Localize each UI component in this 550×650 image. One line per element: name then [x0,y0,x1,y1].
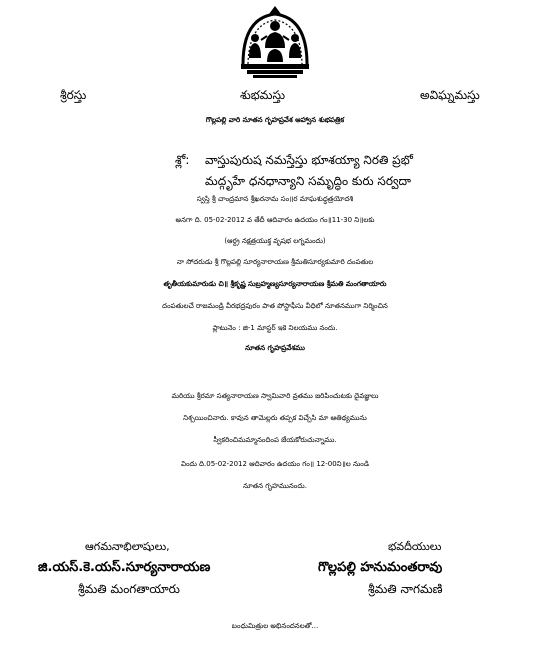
body-line: నా సోదరుడు శ్రీ గొల్లపల్లి సూర్యనారాయణ శ్రీమతిసూర్యకుమారి దంపతుల [176,258,374,266]
event-heading: నూతన గృహప్రవేశము [245,344,305,352]
feast-line: నూతన గృహమునందు. [243,482,307,490]
date-line-1: స్వస్తి శ్రీ చాంద్రమాన శ్రీఖరనామ సం॥ర మాఘశుద్ధత్రయోదశి [196,195,354,203]
feast-line: విందు ది.05-02-2012 ఆదివారం ఉదయం గం॥ 12-00ని॥ల నుండి [180,460,370,468]
blessing-right: అవిఘ్నమస్తు [420,88,480,102]
date-line-2: అనగా ది. 05-02-2012 వ తేదీ ఆదివారం ఉదయం గం॥11-30 ని॥లకు [175,216,375,224]
blessing-left: శ్రీరస్తు [60,88,87,102]
vratham-line: మరియు శ్రీరమా సత్యనారాయణ స్వామివారి వ్రతము జరిపించుటకు దైవజ్ఞులు [171,392,379,400]
body-line: ప్లాటునెం : జి-1 మాస్టర్ ఇకె నిలయము నందు. [212,324,338,332]
sloka-line-1: వాస్తుపురుష నమస్తేస్తు భూశయ్యా నిరతి ప్రభో [205,153,413,167]
guests-label: ఆగమనాభిలాషులు, [85,540,170,553]
sloka-line-2: మద్గృహే ధనధాన్యాని సమృద్ధిం కురు సర్వదా [205,174,411,188]
body-line: దంపతులచే రాజమండ్రి వీరభద్రపురం పాత పోస్టాఫీసు వీధిలో నూతనముగా నిర్మించిన [162,302,388,310]
footer-text: బంధుమిత్రుల అభినందనలతో... [231,622,319,630]
body-line: తృతీయకుమారుడు చి॥ శ్రీకృష్ణ సుబ్రహ్మణ్యసూర్యనారాయణ శ్రీమతి మంగతాయారు [163,280,387,288]
deity-emblem-icon [237,4,313,80]
vratham-line: స్వీకరించిమమ్మానందింప జేయకోరుచున్నాము. [213,436,337,444]
hosts-spouse: శ్రీమతి నాగమణి [368,582,443,596]
hosts-name: గొల్లపల్లి హనుమంతరావు [318,560,443,575]
lagnam-line: (ఆర్ద్ర నక్షత్రయుక్త వృషభ లగ్నమందు) [224,237,326,245]
invitation-title: గొల్లపల్లి వారి నూతన గృహప్రవేశ ఆహ్వాన శుభపత్రిక [205,116,345,124]
guests-name: జి.యస్.కె.యస్.సూర్యనారాయణ [38,560,211,575]
sloka-label: శ్లో: [175,153,190,167]
guests-spouse: శ్రీమతి మంగతాయారు [78,582,180,596]
vratham-line: నిశ్చయించినారు. కావున తామెల్లరు తప్పక విచ్చేసి మా ఆతిథ్యమును [183,414,367,422]
blessing-center: శుభమస్తు [240,88,286,102]
hosts-label: భవదీయులు [388,540,442,553]
